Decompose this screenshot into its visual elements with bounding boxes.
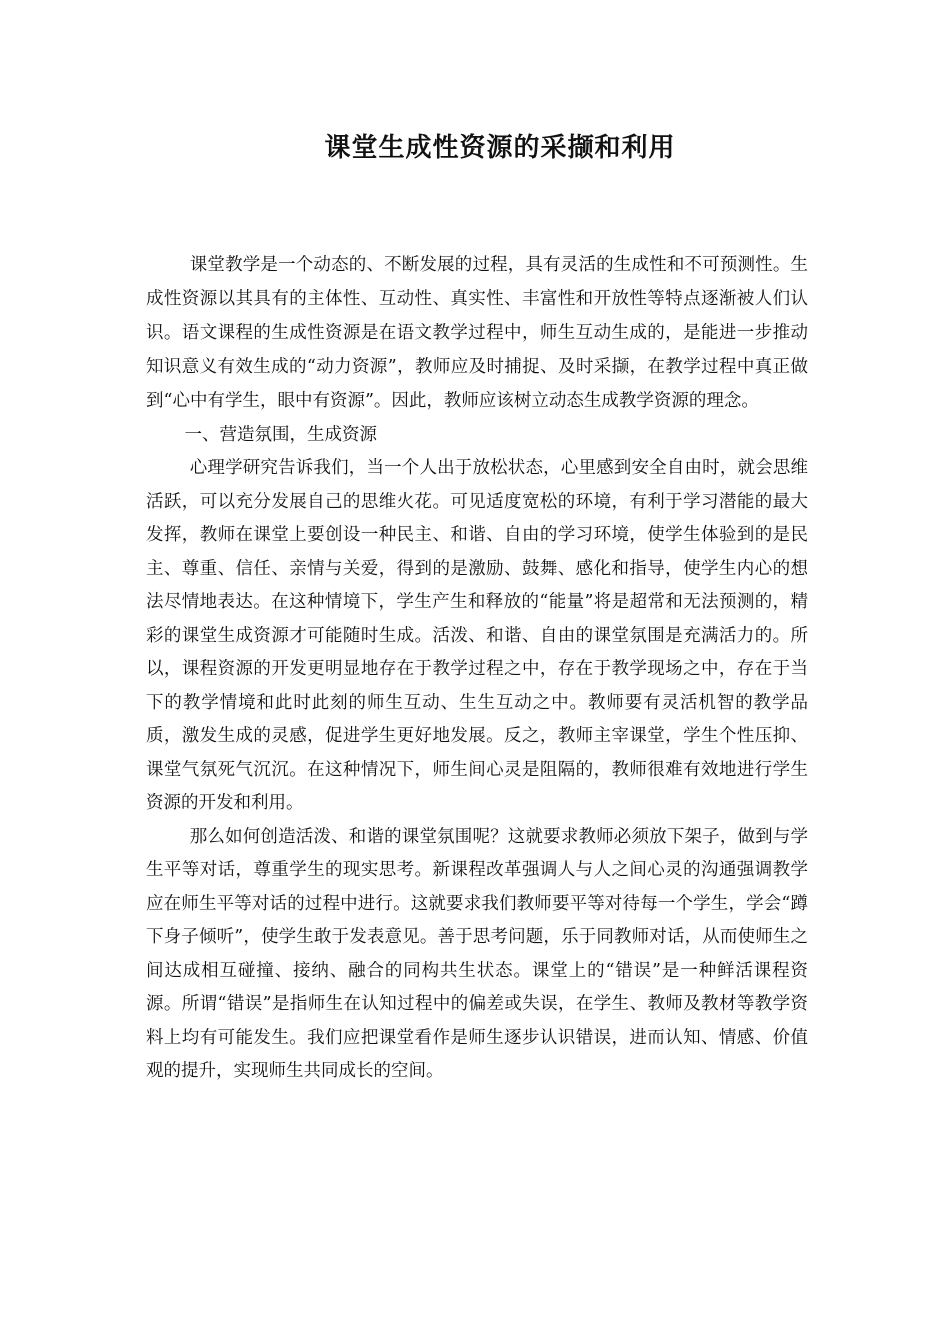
section-heading-1: 一、营造氛围，生成资源 [184,425,377,445]
paragraph-intro: 课堂教学是一个动态的、不断发展的过程，具有灵活的生成性和不可预测性。生成性资源以其具有的主体性、互动性、真实性、丰富性和开放性等特点逐渐被人们认识。语文课程的生成性资源是在语文教学过程中，师生互动生成的，是能进一步推动知识意义有效生成的“动力资源”，教师应及时捕捉、及时采撷，在教学过程中真正做到“心中有学生，眼中有资源”。因此，教师应该树立动态生成教学资源的理念。 [146,255,808,411]
paragraph-dialogue: 那么如何创造活泼、和谐的课堂氛围呢？这就要求教师必须放下架子，做到与学生平等对话，尊重学生的现实思考。新课程改革强调人与人之间心灵的沟通强调教学应在师生平等对话的过程中进行。这就要求我们教师要平等对待每一个学生，学会“蹲下身子倾听”，使学生敢于发表意见。善于思考问题，乐于同教师对话，从而使师生之间达成相互碰撞、接纳、融合的同构共生状态。课堂上的“错误”是一种鲜活课程资源。所谓“错误”是指师生在认知过程中的偏差或失误，在学生、教师及教材等教学资料上均有可能发生。我们应把课堂看作是师生逐步认识错误，进而认知、情感、价值观的提升，实现师生共同成长的空间。 [146,826,808,1081]
document-title: 课堂生成性资源的采撷和利用 [324,133,676,163]
document-body [146,248,808,1089]
paragraph-atmosphere: 心理学研究告诉我们，当一个人出于放松状态，心里感到安全自由时，就会思维活跃，可以充分发展自己的思维火花。可见适度宽松的环境，有利于学习潜能的最大发挥，教师在课堂上要创设一种民主、和谐、自由的学习环境，使学生体验到的是民主、尊重、信任、亲情与关爱，得到的是激励、鼓舞、感化和指导，使学生内心的想法尽情地表达。在这种情境下，学生产生和释放的“能量”将是超常和无法预测的，精彩的课堂生成资源才可能随时生成。活泼、和谐、自由的课堂氛围是充满活力的。所以，课程资源的开发更明显地存在于教学过程之中，存在于教学现场之中，存在于当下的教学情境和此时此刻的师生互动、生生互动之中。教师要有灵活机智的教学品质，激发生成的灵感，促进学生更好地发展。反之，教师主宰课堂，学生个性压抑、课堂气氛死气沉沉。在这种情况下，师生间心灵是阻隔的，教师很难有效地进行学生资源的开发和利用。 [146,458,808,813]
